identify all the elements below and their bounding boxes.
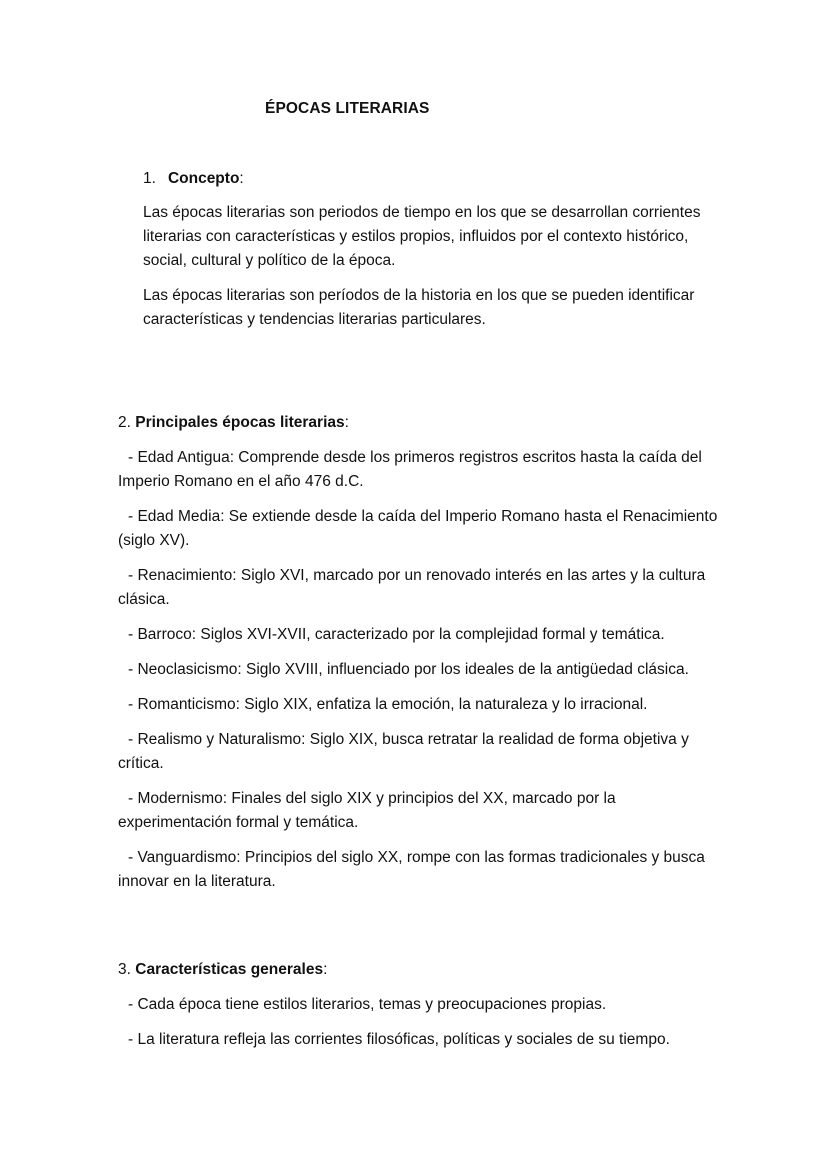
list-item (118, 846, 718, 894)
section-2-heading-text: Principales épocas literarias (135, 414, 345, 431)
section-1-heading (143, 167, 244, 191)
list-item (118, 1028, 718, 1052)
section-3-heading (118, 958, 327, 982)
list-item (118, 446, 718, 494)
list-item-text: - Edad Antigua: Comprende desde los primeros registros escritos hasta la caída del Imperio Romano en el año 476 d.C. (118, 449, 702, 490)
list-item (118, 993, 718, 1017)
list-item-text: - Neoclasicismo: Siglo XVIII, influenciado por los ideales de la antigüedad clásica. (128, 661, 689, 678)
list-item-text: - Modernismo: Finales del siglo XIX y principios del XX, marcado por la experimentación formal y temática. (118, 790, 616, 831)
list-item (118, 623, 718, 647)
list-item (118, 505, 718, 553)
list-item-text: - La literatura refleja las corrientes filosóficas, políticas y sociales de su tiempo. (128, 1031, 670, 1048)
list-item (118, 728, 718, 776)
list-item-text: - Renacimiento: Siglo XVI, marcado por un renovado interés en las artes y la cultura clásica. (118, 567, 706, 608)
concept-paragraph-2: Las épocas literarias son períodos de la historia en los que se pueden identificar características y tendencias literarias particulares. (143, 287, 695, 328)
concept-paragraph-1: Las épocas literarias son periodos de tiempo en los que se desarrollan corrientes literarias con características y estilos propios, influidos por el contexto histórico, social, cultural y político de la época. (143, 204, 701, 269)
section-3-number: 3. (118, 961, 131, 978)
general-characteristics-list (118, 993, 718, 1063)
section-1-heading-colon: : (239, 170, 244, 187)
list-item (118, 658, 718, 682)
section-3-heading-colon: : (323, 961, 328, 978)
list-item-text: - Realismo y Naturalismo: Siglo XIX, busca retratar la realidad de forma objetiva y crítica. (118, 731, 689, 772)
document-title: ÉPOCAS LITERARIAS (265, 100, 430, 117)
list-item-text: - Romanticismo: Siglo XIX, enfatiza la emoción, la naturaleza y lo irracional. (128, 696, 648, 713)
section-1-number: 1. (143, 170, 156, 187)
section-2-number: 2. (118, 414, 131, 431)
literary-periods-list (118, 446, 718, 905)
list-item (118, 787, 718, 835)
list-item-text: - Barroco: Siglos XVI-XVII, caracterizado por la complejidad formal y temática. (128, 626, 665, 643)
list-item (118, 693, 718, 717)
list-item-text: - Cada época tiene estilos literarios, temas y preocupaciones propias. (128, 996, 607, 1013)
list-item-text: - Vanguardismo: Principios del siglo XX, rompe con las formas tradicionales y busca innovar en la literatura. (118, 849, 705, 890)
section-2-heading-colon: : (344, 414, 349, 431)
section-3-heading-text: Características generales (135, 961, 324, 978)
section-1-heading-text: Concepto (167, 170, 240, 187)
list-item-text: - Edad Media: Se extiende desde la caída del Imperio Romano hasta el Renacimiento (siglo XV). (118, 508, 718, 549)
list-item (118, 564, 718, 612)
section-2-heading (118, 411, 349, 435)
